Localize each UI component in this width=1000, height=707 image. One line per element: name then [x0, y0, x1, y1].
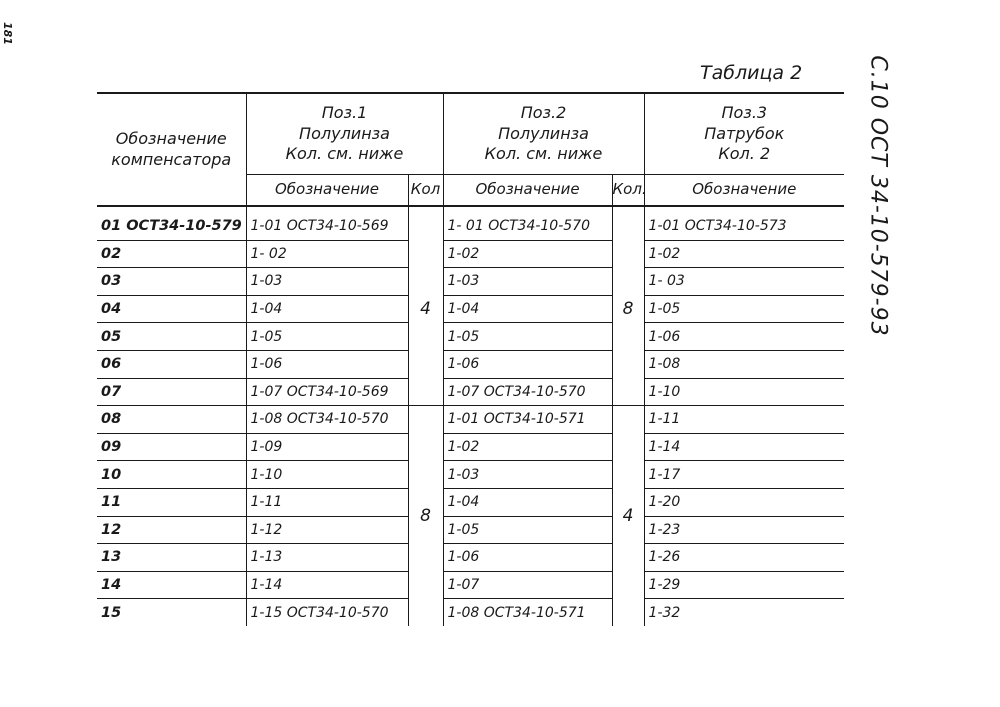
row-pos2: 1-06	[443, 350, 612, 378]
header-pos1-line1: Поз.1	[321, 102, 368, 122]
row-pos2: 1-02	[443, 240, 612, 268]
row-pos1: 1-14	[246, 571, 408, 599]
row-code: 02	[97, 240, 246, 268]
row-pos1: 1-06	[246, 350, 408, 378]
row-pos3: 1-29	[644, 571, 844, 599]
header-pos3-line2: Патрубок	[704, 123, 785, 143]
row-code: 13	[97, 544, 246, 572]
row-pos3: 1-11	[644, 406, 844, 434]
row-pos1: 1-11	[246, 488, 408, 516]
row-pos2: 1-03	[443, 461, 612, 489]
table-row	[97, 433, 844, 461]
row-pos1: 1-09	[246, 433, 408, 461]
row-pos3: 1-23	[644, 516, 844, 544]
table-row	[97, 268, 844, 296]
row-code: 06	[97, 350, 246, 378]
table-row	[97, 571, 844, 599]
table-row	[97, 461, 844, 489]
header-pos2-line2: Полулинза	[498, 123, 589, 143]
table-caption: Таблица 2	[700, 62, 803, 84]
row-code: 10	[97, 461, 246, 489]
row-code: 03	[97, 268, 246, 296]
subheader-pos3-designation: Обозначение	[644, 175, 844, 207]
table-row	[97, 295, 844, 323]
row-pos2: 1-07 ОСТ34-10-570	[443, 378, 612, 406]
table-row	[97, 206, 844, 240]
row-code: 04	[97, 295, 246, 323]
row-pos3: 1-10	[644, 378, 844, 406]
row-pos3: 1-08	[644, 350, 844, 378]
row-pos1: 1-12	[246, 516, 408, 544]
pos1-qty-group2: 8	[408, 406, 443, 626]
header-pos2-line1: Поз.2	[520, 102, 567, 122]
pos1-qty-group1: 4	[408, 206, 443, 406]
pos2-qty-group2: 4	[612, 406, 644, 626]
row-pos3: 1-32	[644, 599, 844, 626]
row-code: 14	[97, 571, 246, 599]
row-pos3: 1-01 ОСТ34-10-573	[644, 206, 844, 240]
header-pos1-line3: Кол. см. ниже	[285, 144, 404, 164]
row-pos1: 1-10	[246, 461, 408, 489]
row-pos2: 1-01 ОСТ34-10-571	[443, 406, 612, 434]
row-pos3: 1-17	[644, 461, 844, 489]
row-pos1: 1-01 ОСТ34-10-569	[246, 206, 408, 240]
row-pos3: 1-20	[644, 488, 844, 516]
document-code-text: С.10 ОСТ 34-10-579-93	[865, 55, 891, 337]
row-code: 11	[97, 488, 246, 516]
row-pos1: 1-08 ОСТ34-10-570	[246, 406, 408, 434]
table-row	[97, 516, 844, 544]
row-pos1: 1-04	[246, 295, 408, 323]
row-pos2: 1-07	[443, 571, 612, 599]
row-pos1: 1-07 ОСТ34-10-569	[246, 378, 408, 406]
row-pos3: 1-06	[644, 323, 844, 351]
row-pos2: 1-05	[443, 323, 612, 351]
specification-table	[97, 92, 844, 626]
row-pos2: 1-06	[443, 544, 612, 572]
row-code: 07	[97, 378, 246, 406]
pos2-qty-group1: 8	[612, 206, 644, 406]
row-pos2: 1- 01 ОСТ34-10-570	[443, 206, 612, 240]
subheader-pos1-designation: Обозначение	[246, 175, 408, 207]
header-designation-line2: компенсатора	[111, 149, 232, 169]
row-pos1: 1-05	[246, 323, 408, 351]
header-pos2	[443, 93, 644, 175]
row-pos2: 1-04	[443, 295, 612, 323]
table-row	[97, 544, 844, 572]
subheader-pos2-qty: Кол.	[612, 175, 644, 207]
row-pos2: 1-02	[443, 433, 612, 461]
table-row	[97, 323, 844, 351]
row-code: 01 ОСТ34-10-579	[97, 206, 246, 240]
row-pos2: 1-05	[443, 516, 612, 544]
row-pos3: 1-05	[644, 295, 844, 323]
header-pos3-line3: Кол. 2	[718, 144, 771, 164]
header-pos1	[246, 93, 443, 175]
row-pos2: 1-03	[443, 268, 612, 296]
row-pos1: 1-03	[246, 268, 408, 296]
row-code: 08	[97, 406, 246, 434]
subheader-pos1-qty: Кол	[408, 175, 443, 207]
row-pos3: 1-14	[644, 433, 844, 461]
row-pos2: 1-08 ОСТ34-10-571	[443, 599, 612, 626]
header-pos3-line1: Поз.3	[721, 102, 768, 122]
row-pos2: 1-04	[443, 488, 612, 516]
row-code: 15	[101, 604, 122, 621]
document-code	[858, 55, 898, 337]
row-pos3: 1-02	[644, 240, 844, 268]
row-code: 05	[97, 323, 246, 351]
header-pos1-line2: Полулинза	[299, 123, 390, 143]
row-pos3: 1- 03	[644, 268, 844, 296]
page-number: 181	[1, 22, 14, 45]
row-pos1: 1-15 ОСТ34-10-570	[246, 599, 408, 626]
row-pos1: 1-13	[246, 544, 408, 572]
row-code: 09	[97, 433, 246, 461]
row-pos1: 1- 02	[246, 240, 408, 268]
table-row	[97, 240, 844, 268]
table-row	[97, 599, 844, 626]
row-code: 12	[97, 516, 246, 544]
header-pos2-line3: Кол. см. ниже	[484, 144, 603, 164]
table-row	[97, 406, 844, 434]
header-designation	[97, 93, 246, 206]
row-pos3: 1-26	[644, 544, 844, 572]
table-row	[97, 350, 844, 378]
header-designation-line1: Обозначение	[115, 128, 227, 148]
table-row	[97, 378, 844, 406]
table-row	[97, 488, 844, 516]
header-pos3	[644, 93, 844, 175]
subheader-pos2-designation: Обозначение	[443, 175, 612, 207]
